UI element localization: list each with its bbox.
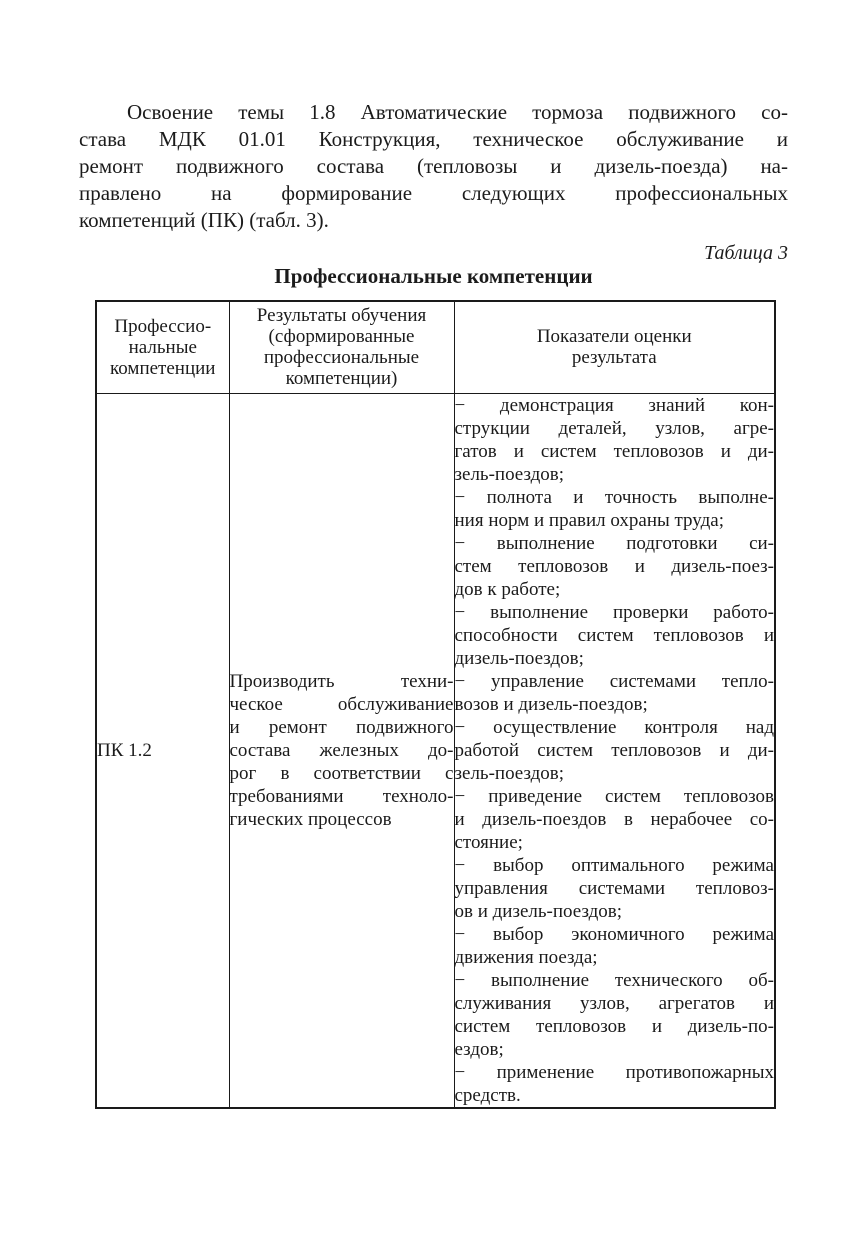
text-line: служивания узлов, агрегатов и — [454, 992, 774, 1014]
indicator-item — [455, 716, 775, 785]
competences-table — [95, 300, 776, 1109]
text-line: зель-поездов; — [454, 762, 565, 784]
text-line: состава железных до- — [229, 739, 454, 761]
text-line: правлено на формирование следующих профессиональных — [79, 181, 788, 205]
text-line: возов и дизель-поездов; — [454, 693, 648, 715]
text-line: − применение противопожарных — [454, 1061, 774, 1083]
text-line: требованиями техноло- — [229, 785, 454, 807]
indicator-item — [455, 1061, 775, 1107]
text-line: ремонт подвижного состава (тепловозы и дизель-поезда) на- — [79, 154, 788, 178]
column-header-assessment-indicators — [454, 301, 775, 393]
text-line: стем тепловозов и дизель-поез- — [454, 555, 774, 577]
text-line: и дизель-поездов в нерабочее со- — [454, 808, 774, 830]
table-title: Профессиональные компетенции — [274, 264, 593, 288]
indicator-item — [455, 923, 775, 969]
intro-paragraph — [79, 99, 788, 234]
text-line: Результаты обучения — [256, 305, 427, 327]
text-line: става МДК 01.01 Конструкция, техническое обслуживание и — [79, 127, 788, 151]
indicator-item — [455, 969, 775, 1061]
column-header-professional-competences — [96, 301, 229, 393]
competence-code-cell: ПК 1.2 — [96, 393, 229, 1108]
text-line: дизель-поездов; — [454, 647, 584, 669]
text-line: нальные — [128, 336, 197, 358]
text-line: стояние; — [454, 831, 523, 853]
text-line: − выбор оптимального режима — [454, 854, 774, 876]
text-line: ездов; — [454, 1038, 504, 1060]
text-line: ческое обслуживание — [229, 693, 454, 715]
text-line: ов и дизель-поездов; — [454, 900, 623, 922]
text-line: − осуществление контроля над — [454, 716, 774, 738]
text-line: профессиональные — [263, 347, 420, 369]
indicator-item — [455, 854, 775, 923]
text-line: − управление системами тепло- — [454, 670, 774, 692]
text-line: компетенции) — [285, 368, 398, 390]
text-line: − приведение систем тепловозов — [454, 785, 774, 807]
text-line: Освоение темы 1.8 Автоматические тормоза подвижного со- — [127, 100, 788, 124]
text-line: компетенции — [110, 357, 216, 379]
text-line: струкции деталей, узлов, агре- — [454, 417, 774, 439]
text-line: способности систем тепловозов и — [454, 624, 774, 646]
text-line: средств. — [454, 1084, 521, 1106]
table-caption: Таблица 3 — [704, 242, 788, 264]
text-line: рог в соответствии с — [229, 762, 454, 784]
text-line: (сформированные — [268, 326, 415, 348]
indicator-item — [455, 532, 775, 601]
text-line: − полнота и точность выполне- — [454, 486, 774, 508]
text-line: и ремонт подвижного — [229, 716, 454, 738]
text-line: Производить техни- — [229, 670, 454, 692]
text-line: − выбор экономичного режима — [454, 923, 774, 945]
table-row — [96, 393, 775, 1108]
text-line: зель-поездов; — [454, 463, 565, 485]
text-line: гических процессов — [229, 808, 392, 830]
text-line: ния норм и правил охраны труда; — [454, 509, 724, 531]
text-line: − демонстрация знаний кон- — [454, 394, 774, 416]
text-line: результата — [571, 347, 657, 369]
indicator-item — [455, 486, 775, 532]
column-header-learning-results — [229, 301, 454, 393]
text-line: − выполнение технического об- — [454, 969, 774, 991]
indicator-item — [455, 670, 775, 716]
text-line: работой систем тепловозов и ди- — [454, 739, 774, 761]
text-line: дов к работе; — [454, 578, 561, 600]
text-line: − выполнение проверки работо- — [454, 601, 774, 623]
text-line: Профессио- — [114, 315, 212, 337]
indicator-item — [455, 601, 775, 670]
indicator-item — [455, 785, 775, 854]
table-header-row — [96, 301, 775, 393]
text-line: управления системами тепловоз- — [454, 877, 774, 899]
text-line: Показатели оценки — [536, 326, 692, 348]
text-line: движения поезда; — [454, 946, 598, 968]
indicator-item — [455, 394, 775, 486]
assessment-indicators-cell — [454, 393, 775, 1108]
learning-result-cell — [229, 393, 454, 1108]
text-line: компетенций (ПК) (табл. 3). — [79, 208, 329, 232]
text-line: гатов и систем тепловозов и ди- — [454, 440, 774, 462]
text-line: систем тепловозов и дизель-по- — [454, 1015, 774, 1037]
text-line: − выполнение подготовки си- — [454, 532, 774, 554]
